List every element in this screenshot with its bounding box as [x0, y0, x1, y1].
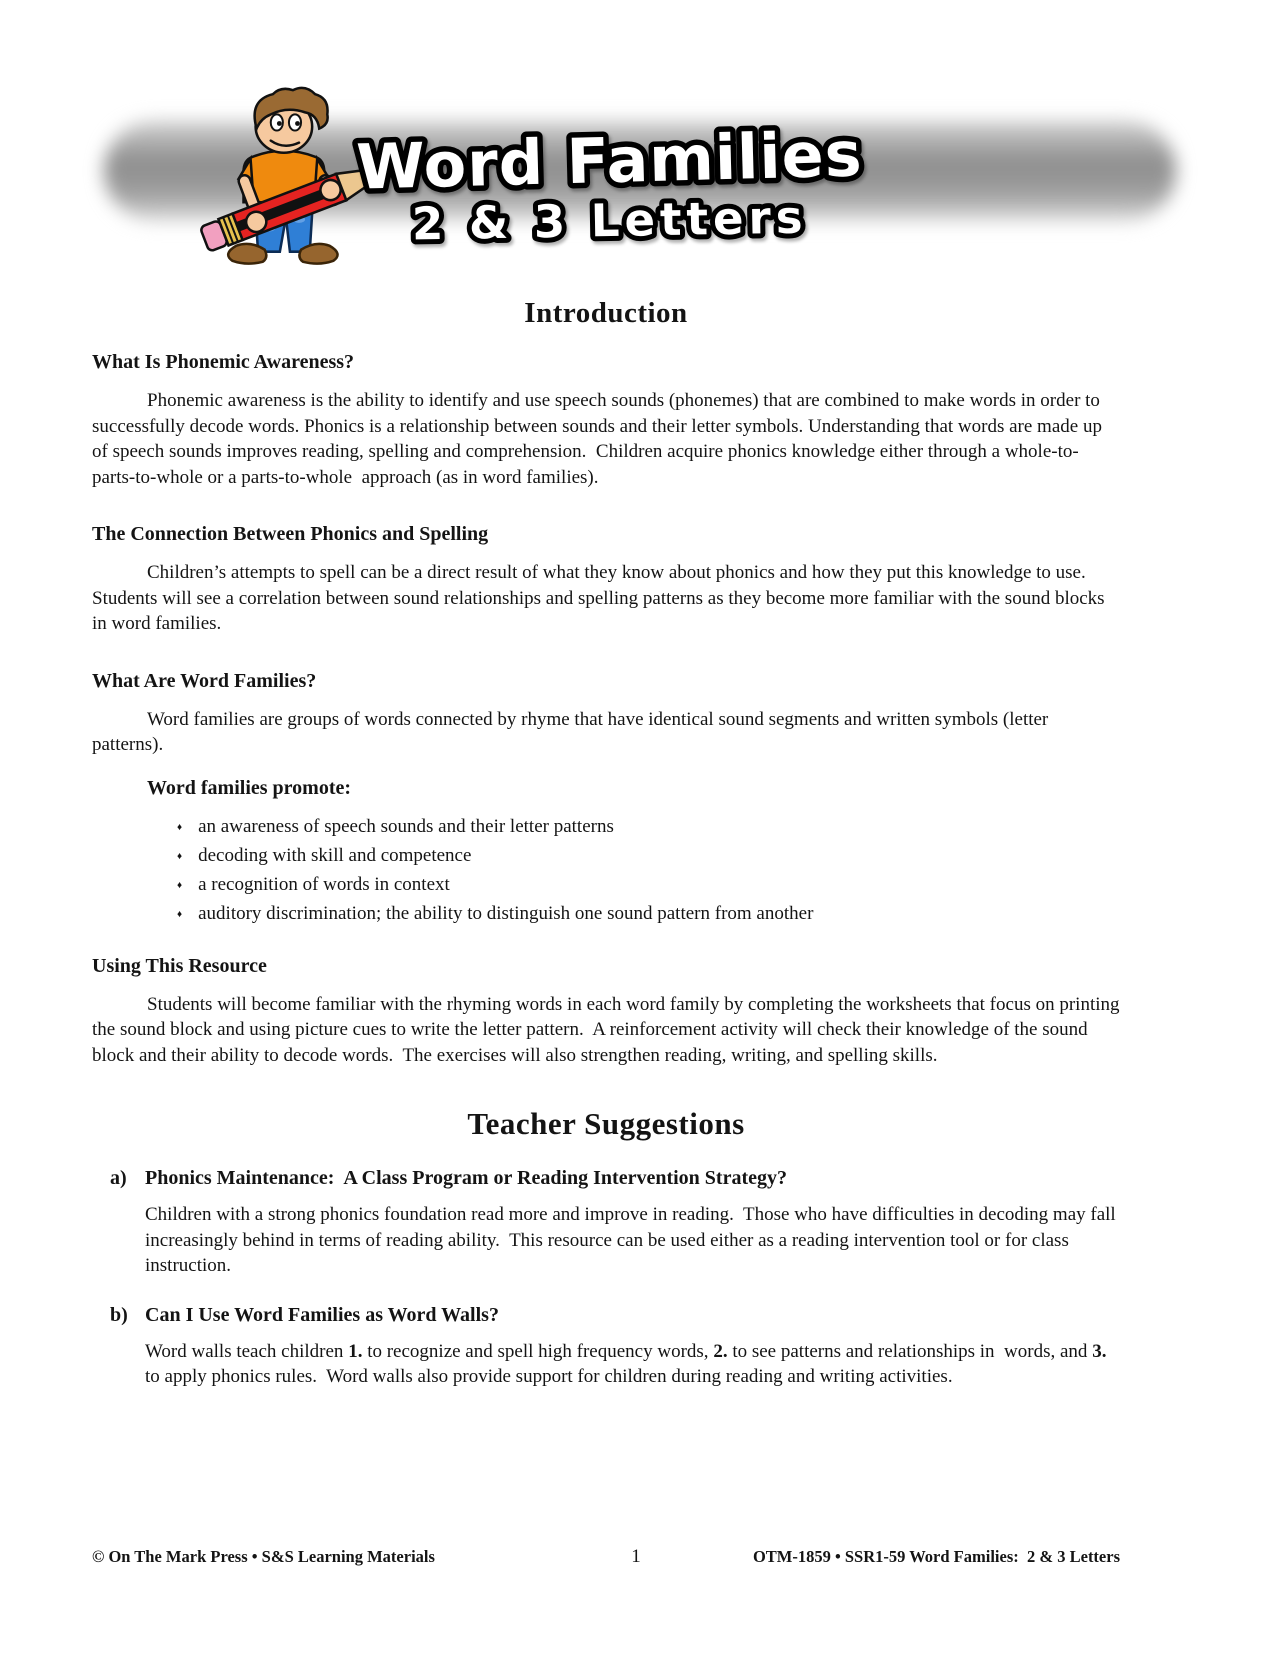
banner-title-main: Word Families: [355, 117, 864, 204]
boy-head: [255, 88, 328, 153]
list-item: [177, 872, 1120, 901]
teacher-suggestions-heading: Teacher Suggestions: [467, 1106, 745, 1141]
teacher-item-b-body: Word walls teach children 1. to recognize and spell high frequency words, 2. to see patterns and relationships in words, and 3. to apply phonics rules. Word walls also provide support for children during reading and writing activities.: [145, 1340, 1112, 1387]
bullet-text: an awareness of speech sounds and their letter patterns: [198, 815, 614, 837]
page-footer: [92, 1546, 1120, 1568]
list-item: [177, 843, 1120, 872]
banner-title-sub: 2 & 3 Letters: [411, 190, 808, 251]
item-label: a): [110, 1167, 127, 1189]
page-number: 1: [631, 1546, 641, 1567]
item-title: Can I Use Word Families as Word Walls?: [145, 1303, 499, 1326]
teacher-item-a-heading: [92, 1166, 1120, 1190]
banner-title-art: [330, 94, 890, 259]
teacher-item-a: [92, 1166, 1120, 1279]
diamond-bullet-icon: ♦: [177, 821, 183, 833]
diamond-bullet-icon: ♦: [177, 879, 183, 891]
teacher-item-b: [92, 1303, 1120, 1390]
bullet-text: decoding with skill and competence: [198, 844, 472, 866]
teacher-item-b-heading: [92, 1303, 1120, 1327]
paragraph-word-families: Word families are groups of words connected by rhyme that have identical sound segments and written symbols (letter patterns).: [92, 708, 1054, 755]
boy-shoes: [228, 244, 337, 264]
teacher-item-a-body: Children with a strong phonics foundation read more and improve in reading. Those who have difficulties in decoding may fall increasingly behind in terms of reading ability. This resource can be used either as a reading intervention tool or for class instruction.: [145, 1204, 1121, 1276]
page-content: [92, 296, 1125, 1390]
item-title: Phonics Maintenance: A Class Program or Reading Intervention Strategy?: [145, 1167, 788, 1189]
diamond-bullet-icon: ♦: [177, 908, 183, 920]
diamond-bullet-icon: ♦: [177, 850, 183, 862]
section-heading-phonics-spelling: The Connection Between Phonics and Spelling: [92, 523, 489, 545]
list-item: [177, 901, 1120, 930]
bullet-text: a recognition of words in context: [198, 873, 450, 895]
paragraph-using-resource: Students will become familiar with the rhyming words in each word family by completing the worksheets that focus on printing the sound block and using picture cues to write the letter pattern. A reinforcement activity will check their knowledge of the sound block and their ability to decode words. The exercises will also strengthen reading, writing, and spelling skills.: [92, 993, 1125, 1066]
section-heading-using-resource: Using This Resource: [92, 954, 267, 977]
promote-bullet-list: [92, 814, 1120, 930]
bullet-text: auditory discrimination; the ability to distinguish one sound pattern from another: [198, 902, 814, 924]
paragraph-phonics-spelling: Children’s attempts to spell can be a direct result of what they know about phonics and how they put this knowledge to use. Students will see a correlation between sound relationships and spelling patterns as they become more familiar with the sound blocks in word families.: [92, 562, 1110, 634]
section-heading-word-families: What Are Word Families?: [92, 669, 317, 692]
footer-product-code: OTM-1859 • SSR1-59 Word Families: 2 & 3 Letters: [752, 1547, 1120, 1566]
paragraph-phonemic-awareness: Phonemic awareness is the ability to identify and use speech sounds (phonemes) that are combined to make words in order to successfully decode words. Phonics is a relationship between sounds and their letter symbols. Understanding that words are made up of speech sounds improves reading, spelling and comprehension. Children acquire phonics knowledge either through a whole-to-parts-to-whole or a parts-to-whole approach (as in word families).: [92, 390, 1107, 488]
promote-subheading: Word families promote:: [147, 776, 352, 799]
introduction-heading: Introduction: [524, 297, 688, 329]
footer-publisher: © On The Mark Press • S&S Learning Materials: [92, 1547, 435, 1566]
item-label: b): [110, 1303, 128, 1326]
list-item: [177, 814, 1120, 843]
section-heading-phonemic-awareness: What Is Phonemic Awareness?: [92, 351, 355, 373]
